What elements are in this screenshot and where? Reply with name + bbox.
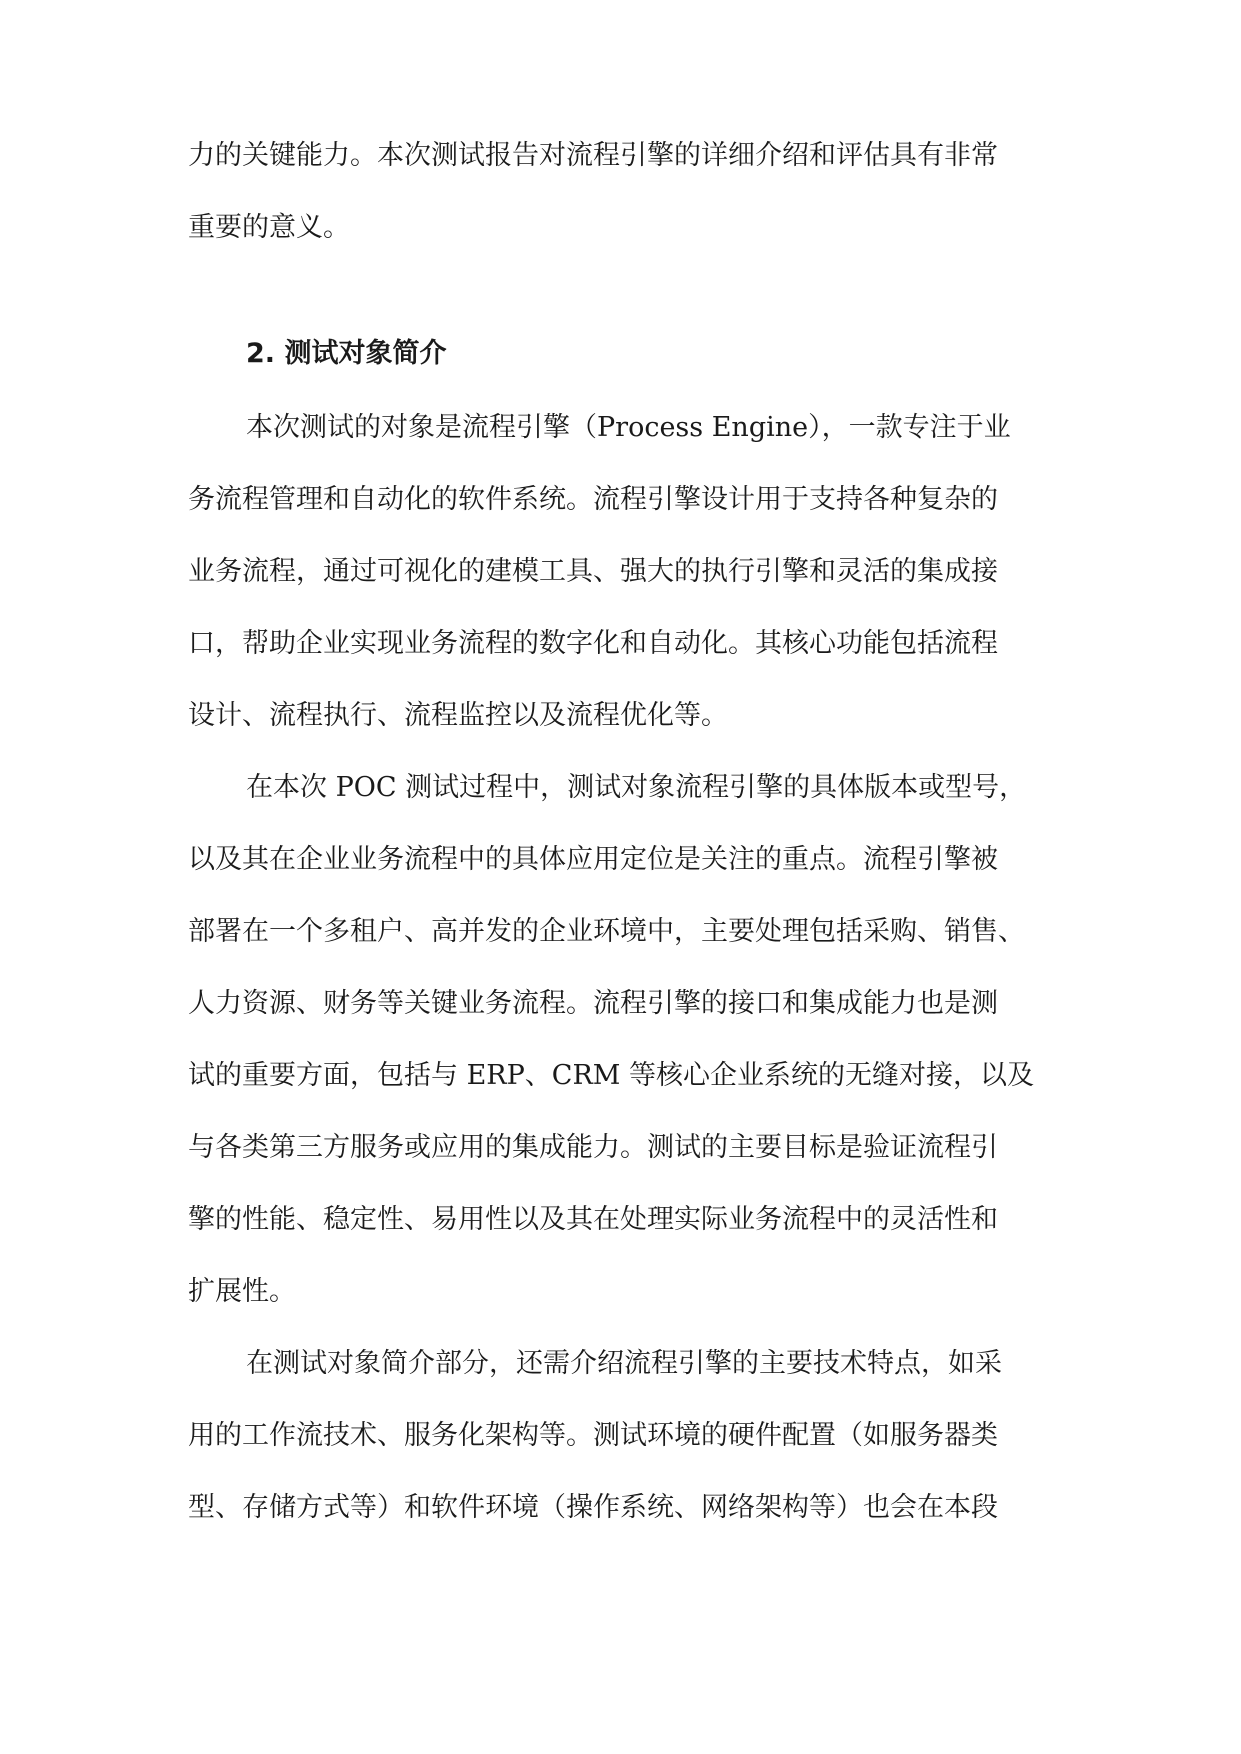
paragraph-1-line-3: 业务流程，通过可视化的建模工具、强大的执行引擎和灵活的集成接	[188, 556, 998, 587]
intro-line-2: 重要的意义。	[188, 212, 350, 243]
paragraph-2-line-1: 在本次 POC 测试过程中，测试对象流程引擎的具体版本或型号，	[246, 772, 1027, 803]
paragraph-1-line-1: 本次测试的对象是流程引擎（Process Engine），一款专注于业	[246, 412, 1011, 443]
paragraph-2-line-6: 与各类第三方服务或应用的集成能力。测试的主要目标是验证流程引	[188, 1132, 998, 1163]
paragraph-2-line-7: 擎的性能、稳定性、易用性以及其在处理实际业务流程中的灵活性和	[188, 1204, 998, 1235]
paragraph-1-line-5: 设计、流程执行、流程监控以及流程优化等。	[188, 700, 728, 731]
paragraph-2-line-8: 扩展性。	[188, 1276, 296, 1307]
intro-line-1: 力的关键能力。本次测试报告对流程引擎的详细介绍和评估具有非常	[188, 140, 998, 171]
paragraph-2-line-2: 以及其在企业业务流程中的具体应用定位是关注的重点。流程引擎被	[188, 844, 998, 875]
paragraph-2-line-4: 人力资源、财务等关键业务流程。流程引擎的接口和集成能力也是测	[188, 988, 998, 1019]
paragraph-2-line-5: 试的重要方面，包括与 ERP、CRM 等核心企业系统的无缝对接，以及	[188, 1060, 1035, 1091]
paragraph-3-line-3: 型、存储方式等）和软件环境（操作系统、网络架构等）也会在本段	[188, 1492, 998, 1523]
paragraph-3-line-2: 用的工作流技术、服务化架构等。测试环境的硬件配置（如服务器类	[188, 1420, 998, 1451]
paragraph-1-line-4: 口，帮助企业实现业务流程的数字化和自动化。其核心功能包括流程	[188, 628, 998, 659]
section-heading: 2. 测试对象简介	[246, 338, 447, 369]
paragraph-3-line-1: 在测试对象简介部分，还需介绍流程引擎的主要技术特点，如采	[246, 1348, 1002, 1379]
paragraph-1-line-2: 务流程管理和自动化的软件系统。流程引擎设计用于支持各种复杂的	[188, 484, 998, 515]
paragraph-2-line-3: 部署在一个多租户、高并发的企业环境中，主要处理包括采购、销售、	[188, 916, 1025, 947]
